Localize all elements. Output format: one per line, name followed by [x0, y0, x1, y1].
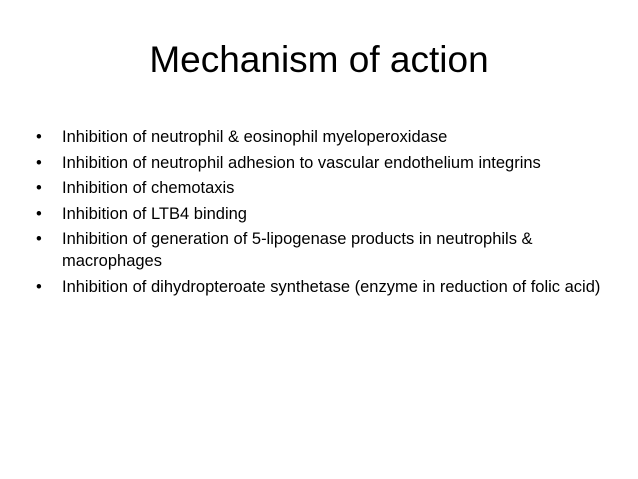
slide-title: Mechanism of action	[149, 39, 489, 80]
bullet-marker: •	[36, 153, 42, 172]
bullet-item-adhesion	[36, 152, 616, 174]
bullet-text: Inhibition of neutrophil adhesion to vascular endothelium integrins	[62, 153, 541, 172]
bullet-item-lipogenase	[36, 228, 616, 272]
bullet-text: Inhibition of LTB4 binding	[62, 204, 247, 223]
bullet-item-ltb4	[36, 203, 616, 225]
bullet-text: Inhibition of chemotaxis	[62, 179, 235, 197]
bullet-text: Inhibition of dihydropteroate synthetase (enzyme in reduction of folic acid)	[62, 277, 601, 296]
bullet-text: Inhibition of generation of 5-lipogenase products in neutrophils & macrophages	[62, 230, 533, 270]
bullet-marker: •	[36, 277, 42, 296]
bullet-text: Inhibition of neutrophil & eosinophil myeloperoxidase	[62, 128, 448, 146]
bullet-marker: •	[36, 230, 42, 248]
bullet-item-dihydropteroate	[36, 276, 616, 298]
bullet-marker: •	[36, 128, 42, 146]
bullet-marker: •	[36, 179, 42, 197]
bullet-item-chemotaxis	[36, 177, 616, 199]
bullet-item-myeloperoxidase	[36, 126, 616, 148]
bullet-list	[36, 126, 616, 301]
bullet-marker: •	[36, 204, 42, 223]
